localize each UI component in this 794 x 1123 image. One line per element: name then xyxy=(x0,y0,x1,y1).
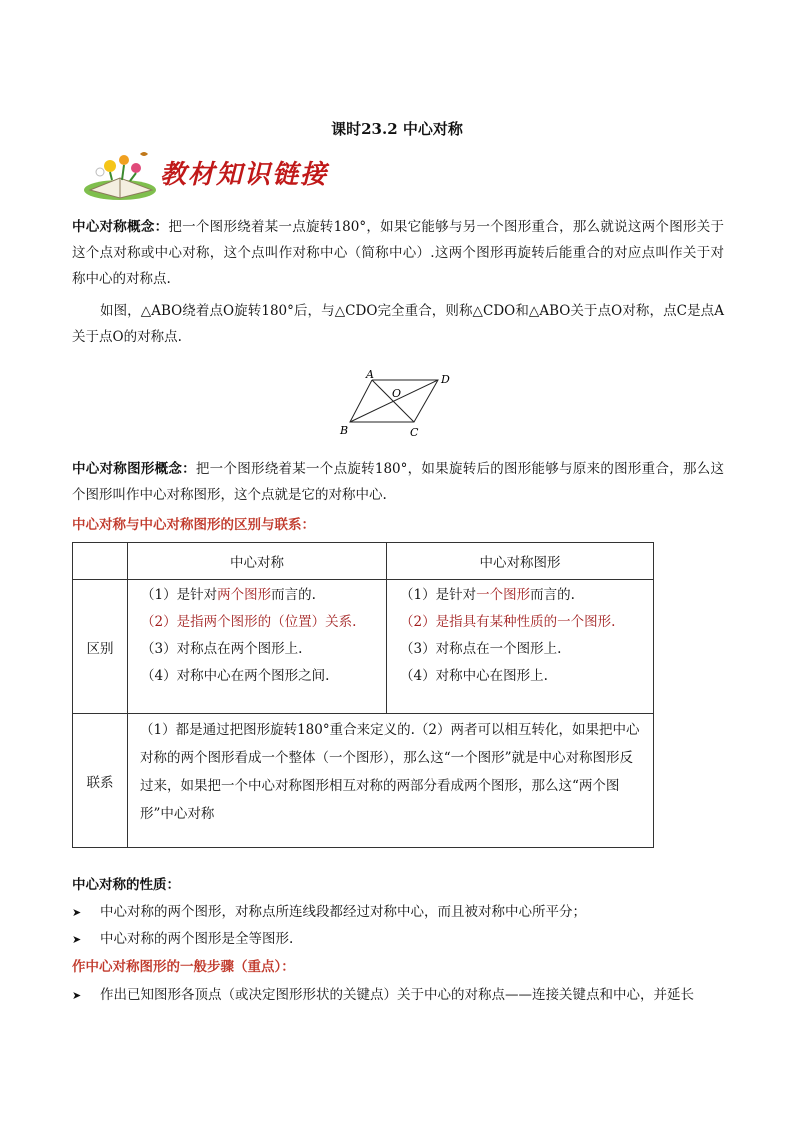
diff-col1-line1-a: （1）是针对 xyxy=(141,587,218,603)
label-A: A xyxy=(366,368,374,381)
header-central-symmetry: 中心对称 xyxy=(128,543,387,580)
link-text: （1）都是通过把图形旋转180°重合来定义的.（2）两者可以相互转化，如果把中心对称的两个图形看成一个整体（一个图形），那么这“一个图形”就是中心对称图形反过来，如果把一个中心对称图形相互对称的两部分看成两个图形，那么这“两个图形”中心对称 xyxy=(128,714,654,848)
property-item-2-text: 中心对称的两个图形是全等图形. xyxy=(100,931,294,947)
banner-heading: 教材知识链接 xyxy=(160,160,329,190)
diff-col2-line1-a: （1）是针对 xyxy=(400,587,477,603)
diff-col1-line1-c: 而言的. xyxy=(271,587,316,603)
label-B: B xyxy=(340,424,349,437)
diff-col1-line4: （4）对称中心在两个图形之间. xyxy=(141,668,330,684)
step-item-1 xyxy=(72,982,724,1009)
table-row-link xyxy=(73,714,654,848)
triangle-figure xyxy=(330,366,470,442)
diff-col1-line1-b: 两个图形 xyxy=(217,587,272,603)
table-row-diff xyxy=(73,580,654,714)
diff-col2-line1-b: 一个图形 xyxy=(476,587,531,603)
properties-heading: 中心对称的性质： xyxy=(72,877,180,893)
diff-col2-line1-c: 而言的. xyxy=(530,587,575,603)
concept-central-symmetry xyxy=(72,214,724,292)
diff-col1 xyxy=(128,580,387,714)
diff-col2-line1 xyxy=(388,582,652,609)
property-item-2 xyxy=(72,926,293,953)
arrow-bullet-icon: ➤ xyxy=(72,933,82,946)
concept-text: 把一个图形绕着某一点旋转180°，如果它能够与另一个图形重合，那么就说这两个图形关于这个点对称或中心对称，这个点叫作对称中心（简称中心）.这两个图形再旋转后能重合的对应点叫作关于对称中心的对称点. xyxy=(72,219,724,287)
label-O: O xyxy=(392,387,402,400)
header-empty xyxy=(73,543,128,580)
step-item-1-text: 作出已知图形各顶点（或决定图形形状的关键点）关于中心的对称点——连接关键点和中心，并延长 xyxy=(100,987,694,1003)
concept-central-symmetric-figure xyxy=(72,456,724,508)
concept2-label: 中心对称图形概念： xyxy=(72,461,196,477)
page-title: 课时23.2 中心对称 xyxy=(331,120,463,138)
table-header-row xyxy=(73,543,654,580)
diff-col1-line2: （2）是指两个图形的（位置）关系. xyxy=(141,614,357,630)
property-item-1-text: 中心对称的两个图形，对称点所连线段都经过对称中心，而且被对称中心所平分； xyxy=(100,904,586,920)
diff-col2-line3: （3）对称点在一个图形上. xyxy=(400,641,562,657)
row-label-link: 联系 xyxy=(73,714,128,848)
example-paragraph: 如图，△ABO绕着点O旋转180°后，与△CDO完全重合，则称△CDO和△ABO关于点O对称，点C是点A关于点O的对称点. xyxy=(72,303,724,345)
concept2-text: 把一个图形绕着某一个点旋转180°，如果旋转后的图形能够与原来的图形重合，那么这个图形叫作中心对称图形，这个点就是它的对称中心. xyxy=(72,461,724,503)
arrow-bullet-icon: ➤ xyxy=(72,906,82,919)
diff-col2-line4: （4）对称中心在图形上. xyxy=(400,668,548,684)
arrow-bullet-icon: ➤ xyxy=(72,989,82,1002)
diff-col1-line3: （3）对称点在两个图形上. xyxy=(141,641,303,657)
comparison-table xyxy=(72,542,654,848)
property-item-1 xyxy=(72,899,586,926)
label-D: D xyxy=(441,373,450,386)
concept-label: 中心对称概念： xyxy=(72,219,169,235)
diff-col1-line1 xyxy=(129,582,385,609)
steps-heading: 作中心对称图形的一般步骤（重点）： xyxy=(72,959,295,975)
label-C: C xyxy=(410,426,419,439)
header-central-symmetric-figure: 中心对称图形 xyxy=(387,543,654,580)
diff-col2 xyxy=(387,580,654,714)
section-diff-heading: 中心对称与中心对称图形的区别与联系： xyxy=(72,517,315,533)
row-label-diff: 区别 xyxy=(73,580,128,714)
diff-col2-line2: （2）是指具有某种性质的一个图形. xyxy=(400,614,616,630)
